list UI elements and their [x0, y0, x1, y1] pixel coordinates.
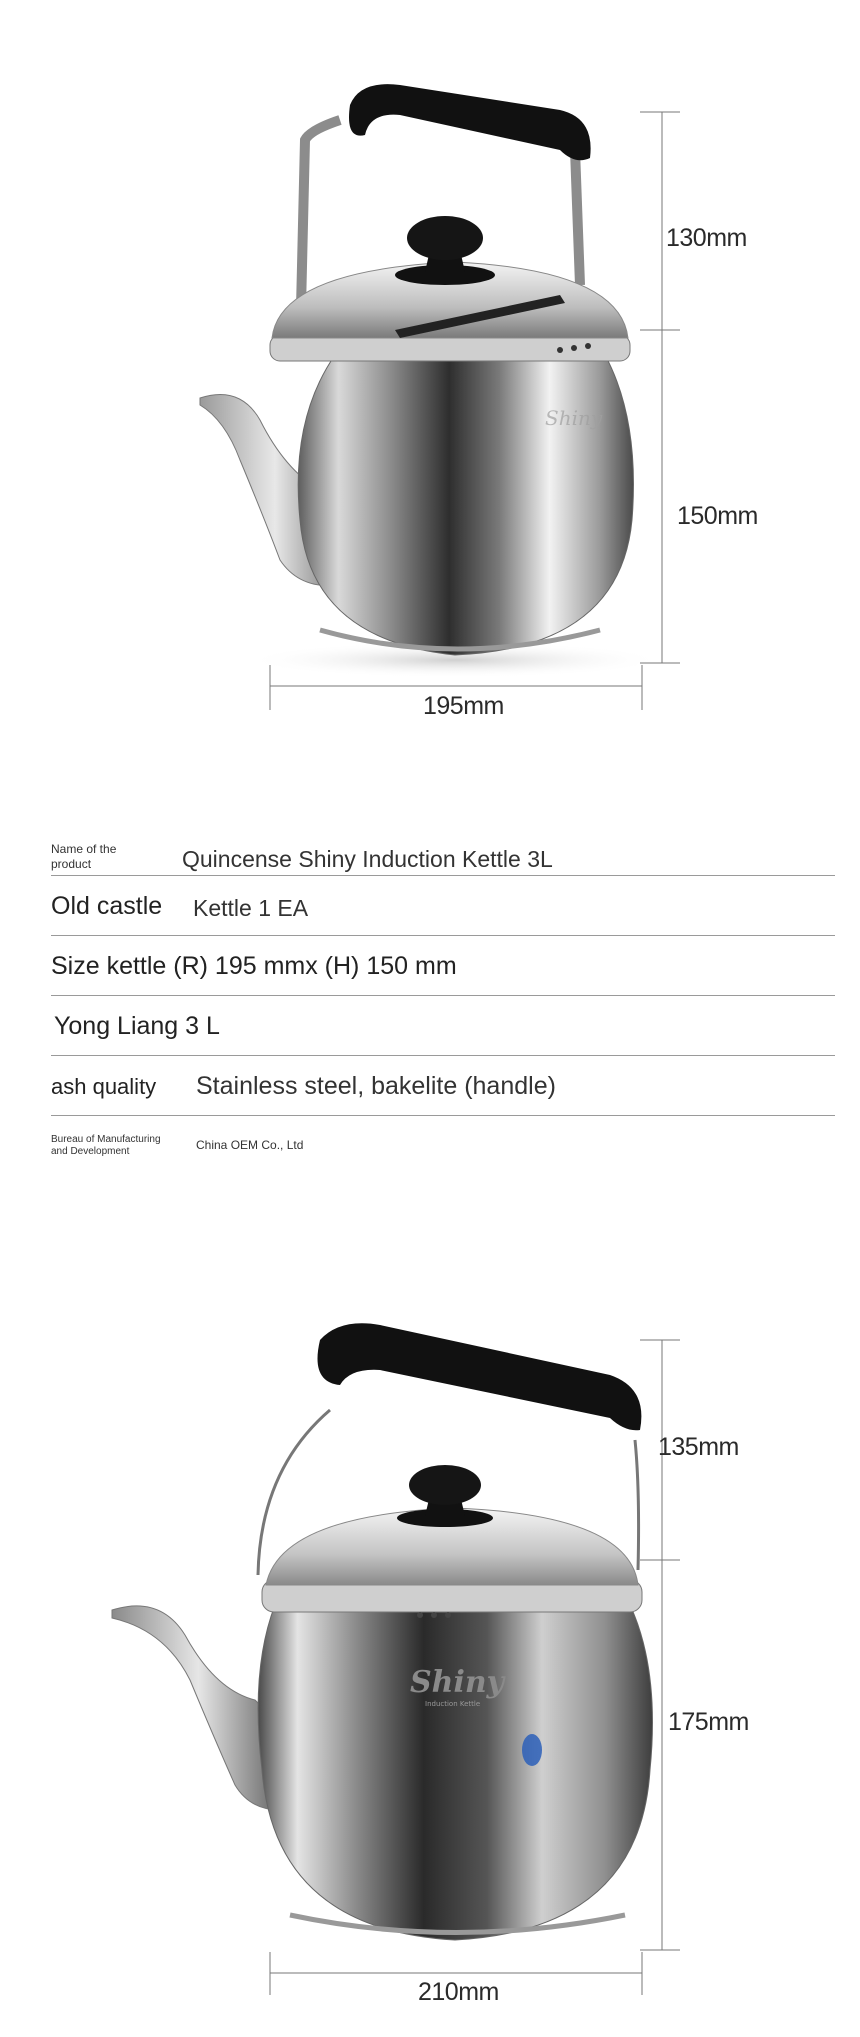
kettle-photo-bottom	[0, 1290, 860, 2037]
kettle-illustration-bottom	[0, 1290, 860, 2037]
dimension-label-body-height: 175mm	[668, 1708, 749, 1736]
kettle-photo-top	[0, 0, 860, 760]
spec-key: Old castle	[51, 892, 163, 920]
dimension-label-width: 195mm	[423, 692, 504, 720]
svg-text:Shiny: Shiny	[545, 406, 603, 430]
spec-key: ash quality	[51, 1074, 157, 1099]
spec-value: Quincense Shiny Induction Kettle 3L	[182, 846, 553, 872]
spec-key: Bureau of Manufacturing and Development	[51, 1134, 161, 1157]
dimension-label-lid-height: 135mm	[658, 1433, 739, 1461]
spec-value: Stainless steel, bakelite (handle)	[196, 1072, 556, 1100]
spec-key: Size kettle (R) 195 mmx (H) 150 mm	[51, 952, 457, 980]
spec-key: Yong Liang 3 L	[54, 1012, 220, 1040]
spec-value: Kettle 1 EA	[193, 895, 309, 921]
spec-value: China OEM Co., Ltd	[196, 1138, 304, 1152]
brand-logo-subtext: Induction Kettle	[425, 1700, 481, 1708]
dimension-label-width: 210mm	[418, 1978, 499, 2006]
spec-row-material	[51, 1056, 835, 1116]
spec-row-contents	[51, 876, 835, 936]
dimension-label-body-height: 150mm	[677, 502, 758, 530]
spec-row-size	[51, 936, 835, 996]
spec-row-capacity	[51, 996, 835, 1056]
dimension-label-lid-height: 130mm	[666, 224, 747, 252]
brand-logo: Shiny	[410, 1665, 505, 1700]
spec-row-manufacturer	[51, 1116, 835, 1176]
kettle-illustration-top	[0, 0, 860, 760]
spec-key: Name of the product	[51, 842, 117, 871]
spec-row-product-name	[51, 812, 835, 876]
spec-table	[51, 812, 835, 1176]
